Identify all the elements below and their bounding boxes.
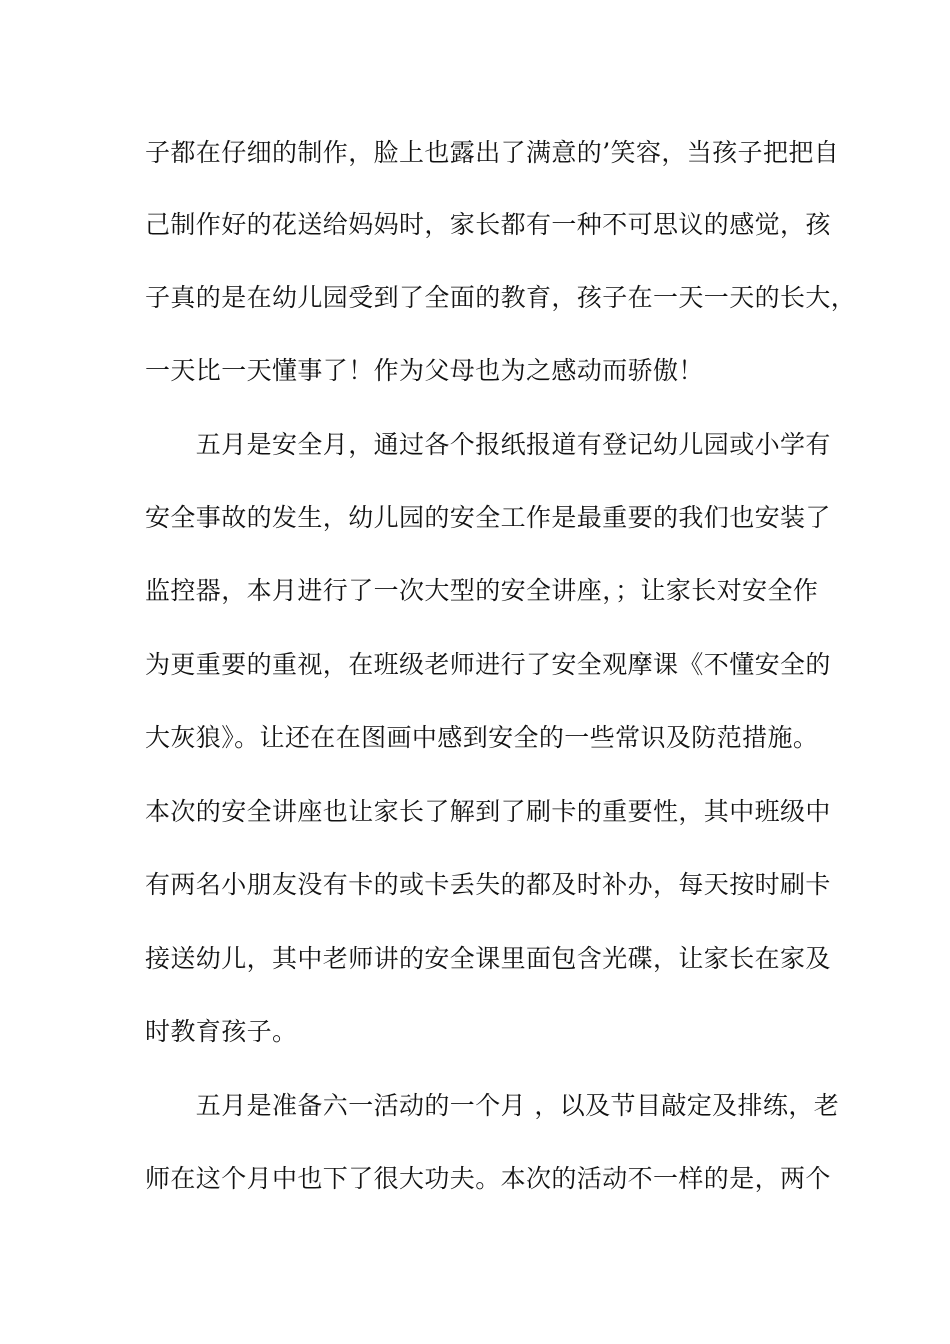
text-line: 五月是准备六一活动的一个月 ，以及节目敲定及排练，老 xyxy=(145,1091,840,1120)
text-line: 五月是安全月，通过各个报纸报道有登记幼儿园或小学有 xyxy=(145,430,831,459)
text-line: 时教育孩子。 xyxy=(145,1017,298,1046)
text-line: 子都在仔细的制作，脸上也露出了满意的’笑容，当孩子把把自 xyxy=(145,138,840,167)
text-line: 安全事故的发生，幼儿园的安全工作是最重要的我们也安装了 xyxy=(145,503,831,532)
text-line: 师在这个月中也下了很大功夫。本次的活动不一样的是，两个 xyxy=(145,1164,831,1193)
text-line: 本次的安全讲座也让家长了解到了刷卡的重要性，其中班级中 xyxy=(145,797,831,826)
text-line: 大灰狼》。让还在在图画中感到安全的一些常识及防范措施。 xyxy=(145,723,819,752)
text-line: 己制作好的花送给妈妈时，家长都有一种不可思议的感觉，孩 xyxy=(145,210,831,239)
text-line: 接送幼儿，其中老师讲的安全课里面包含光碟，让家长在家及 xyxy=(145,944,831,973)
text-line: 子真的是在幼儿园受到了全面的教育，孩子在一天一天的长大， xyxy=(145,283,857,312)
text-line: 有两名小朋友没有卡的或卡丢失的都及时补办，每天按时刷卡 xyxy=(145,870,831,899)
text-line: 为更重要的重视，在班级老师进行了安全观摩课《不懂安全的 xyxy=(145,650,831,679)
text-line: 一天比一天懂事了！作为父母也为之感动而骄傲！ xyxy=(145,356,704,385)
text-line: 监控器，本月进行了一次大型的安全讲座，；让家长对安全作 xyxy=(145,576,819,605)
